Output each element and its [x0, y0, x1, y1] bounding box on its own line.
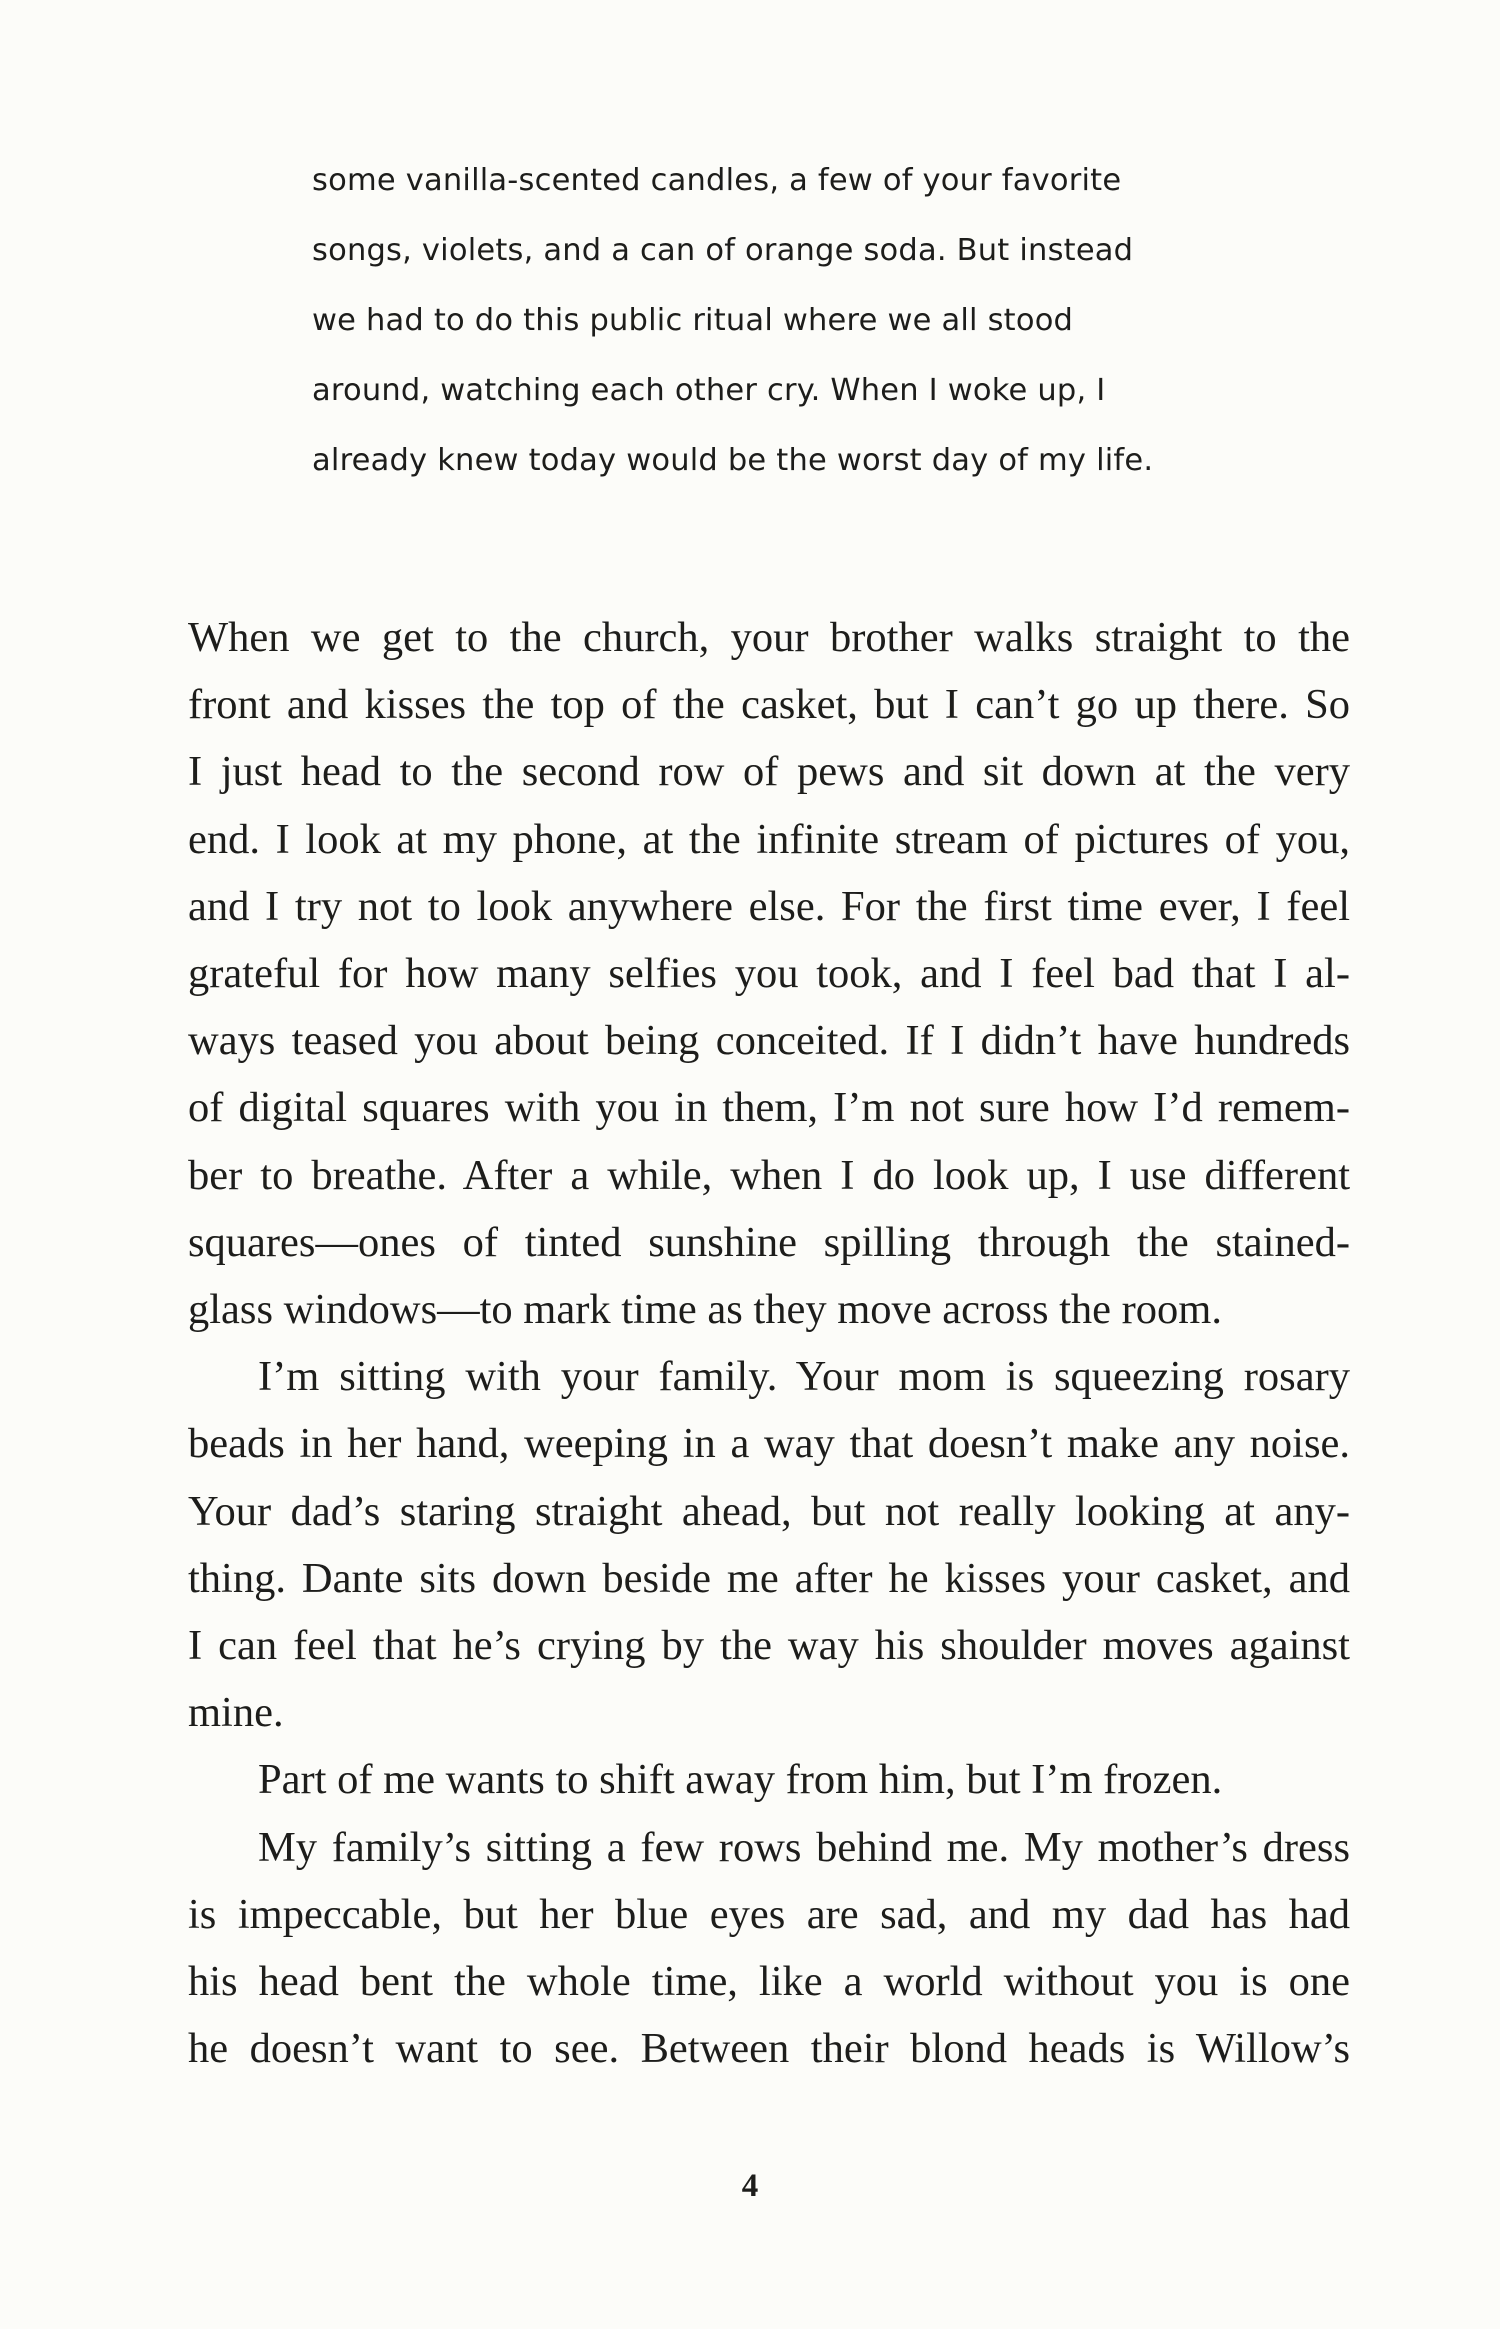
body-line: he doesn’t want to see. Between their blond heads is Willow’s	[188, 2025, 1350, 2073]
body-line: Your dad’s staring straight ahead, but not really looking at any-	[188, 1487, 1350, 1535]
body-text	[188, 604, 1350, 2082]
body-line: beads in her hand, weeping in a way that doesn’t make any noise.	[188, 1420, 1350, 1468]
inset-line: already knew today would be the worst day of my life.	[312, 443, 1154, 478]
body-line: his head bent the whole time, like a world without you is one	[188, 1958, 1350, 2006]
body-line: mine.	[188, 1689, 284, 1737]
body-line: My family’s sitting a few rows behind me. My mother’s dress	[258, 1823, 1350, 1871]
body-line: thing. Dante sits down beside me after he kisses your casket, and	[188, 1554, 1350, 1602]
body-line: ber to breathe. After a while, when I do look up, I use different	[188, 1151, 1350, 1199]
body-line: I can feel that he’s crying by the way his shoulder moves against	[188, 1622, 1350, 1670]
body-line: is impeccable, but her blue eyes are sad, and my dad has had	[188, 1890, 1350, 1938]
body-line: and I try not to look anywhere else. For the first time ever, I feel	[188, 882, 1350, 930]
body-line: Part of me wants to shift away from him, but I’m frozen.	[258, 1756, 1223, 1804]
body-line: end. I look at my phone, at the infinite stream of pictures of you,	[188, 815, 1350, 863]
body-line: grateful for how many selfies you took, and I feel bad that I al-	[188, 950, 1350, 998]
inset-line: some vanilla-scented candles, a few of your favorite	[312, 163, 1122, 198]
inset-line: songs, violets, and a can of orange soda. But instead	[312, 233, 1134, 268]
body-line: squares—ones of tinted sunshine spilling through the stained-	[188, 1218, 1350, 1266]
body-line: I’m sitting with your family. Your mom is squeezing rosary	[258, 1353, 1350, 1401]
body-line: of digital squares with you in them, I’m not sure how I’d remem-	[188, 1084, 1350, 1132]
body-line: front and kisses the top of the casket, but I can’t go up there. So	[188, 681, 1350, 729]
body-line: ways teased you about being conceited. If I didn’t have hundreds	[188, 1017, 1350, 1065]
body-line: I just head to the second row of pews and sit down at the very	[188, 748, 1350, 796]
body-line: When we get to the church, your brother walks straight to the	[188, 614, 1350, 661]
inset-line: we had to do this public ritual where we all stood	[312, 303, 1074, 338]
inset-passage	[312, 146, 1252, 496]
inset-line: around, watching each other cry. When I woke up, I	[312, 373, 1106, 408]
body-line: glass windows—to mark time as they move across the room.	[188, 1286, 1222, 1334]
page-number: 4	[741, 2168, 759, 2204]
